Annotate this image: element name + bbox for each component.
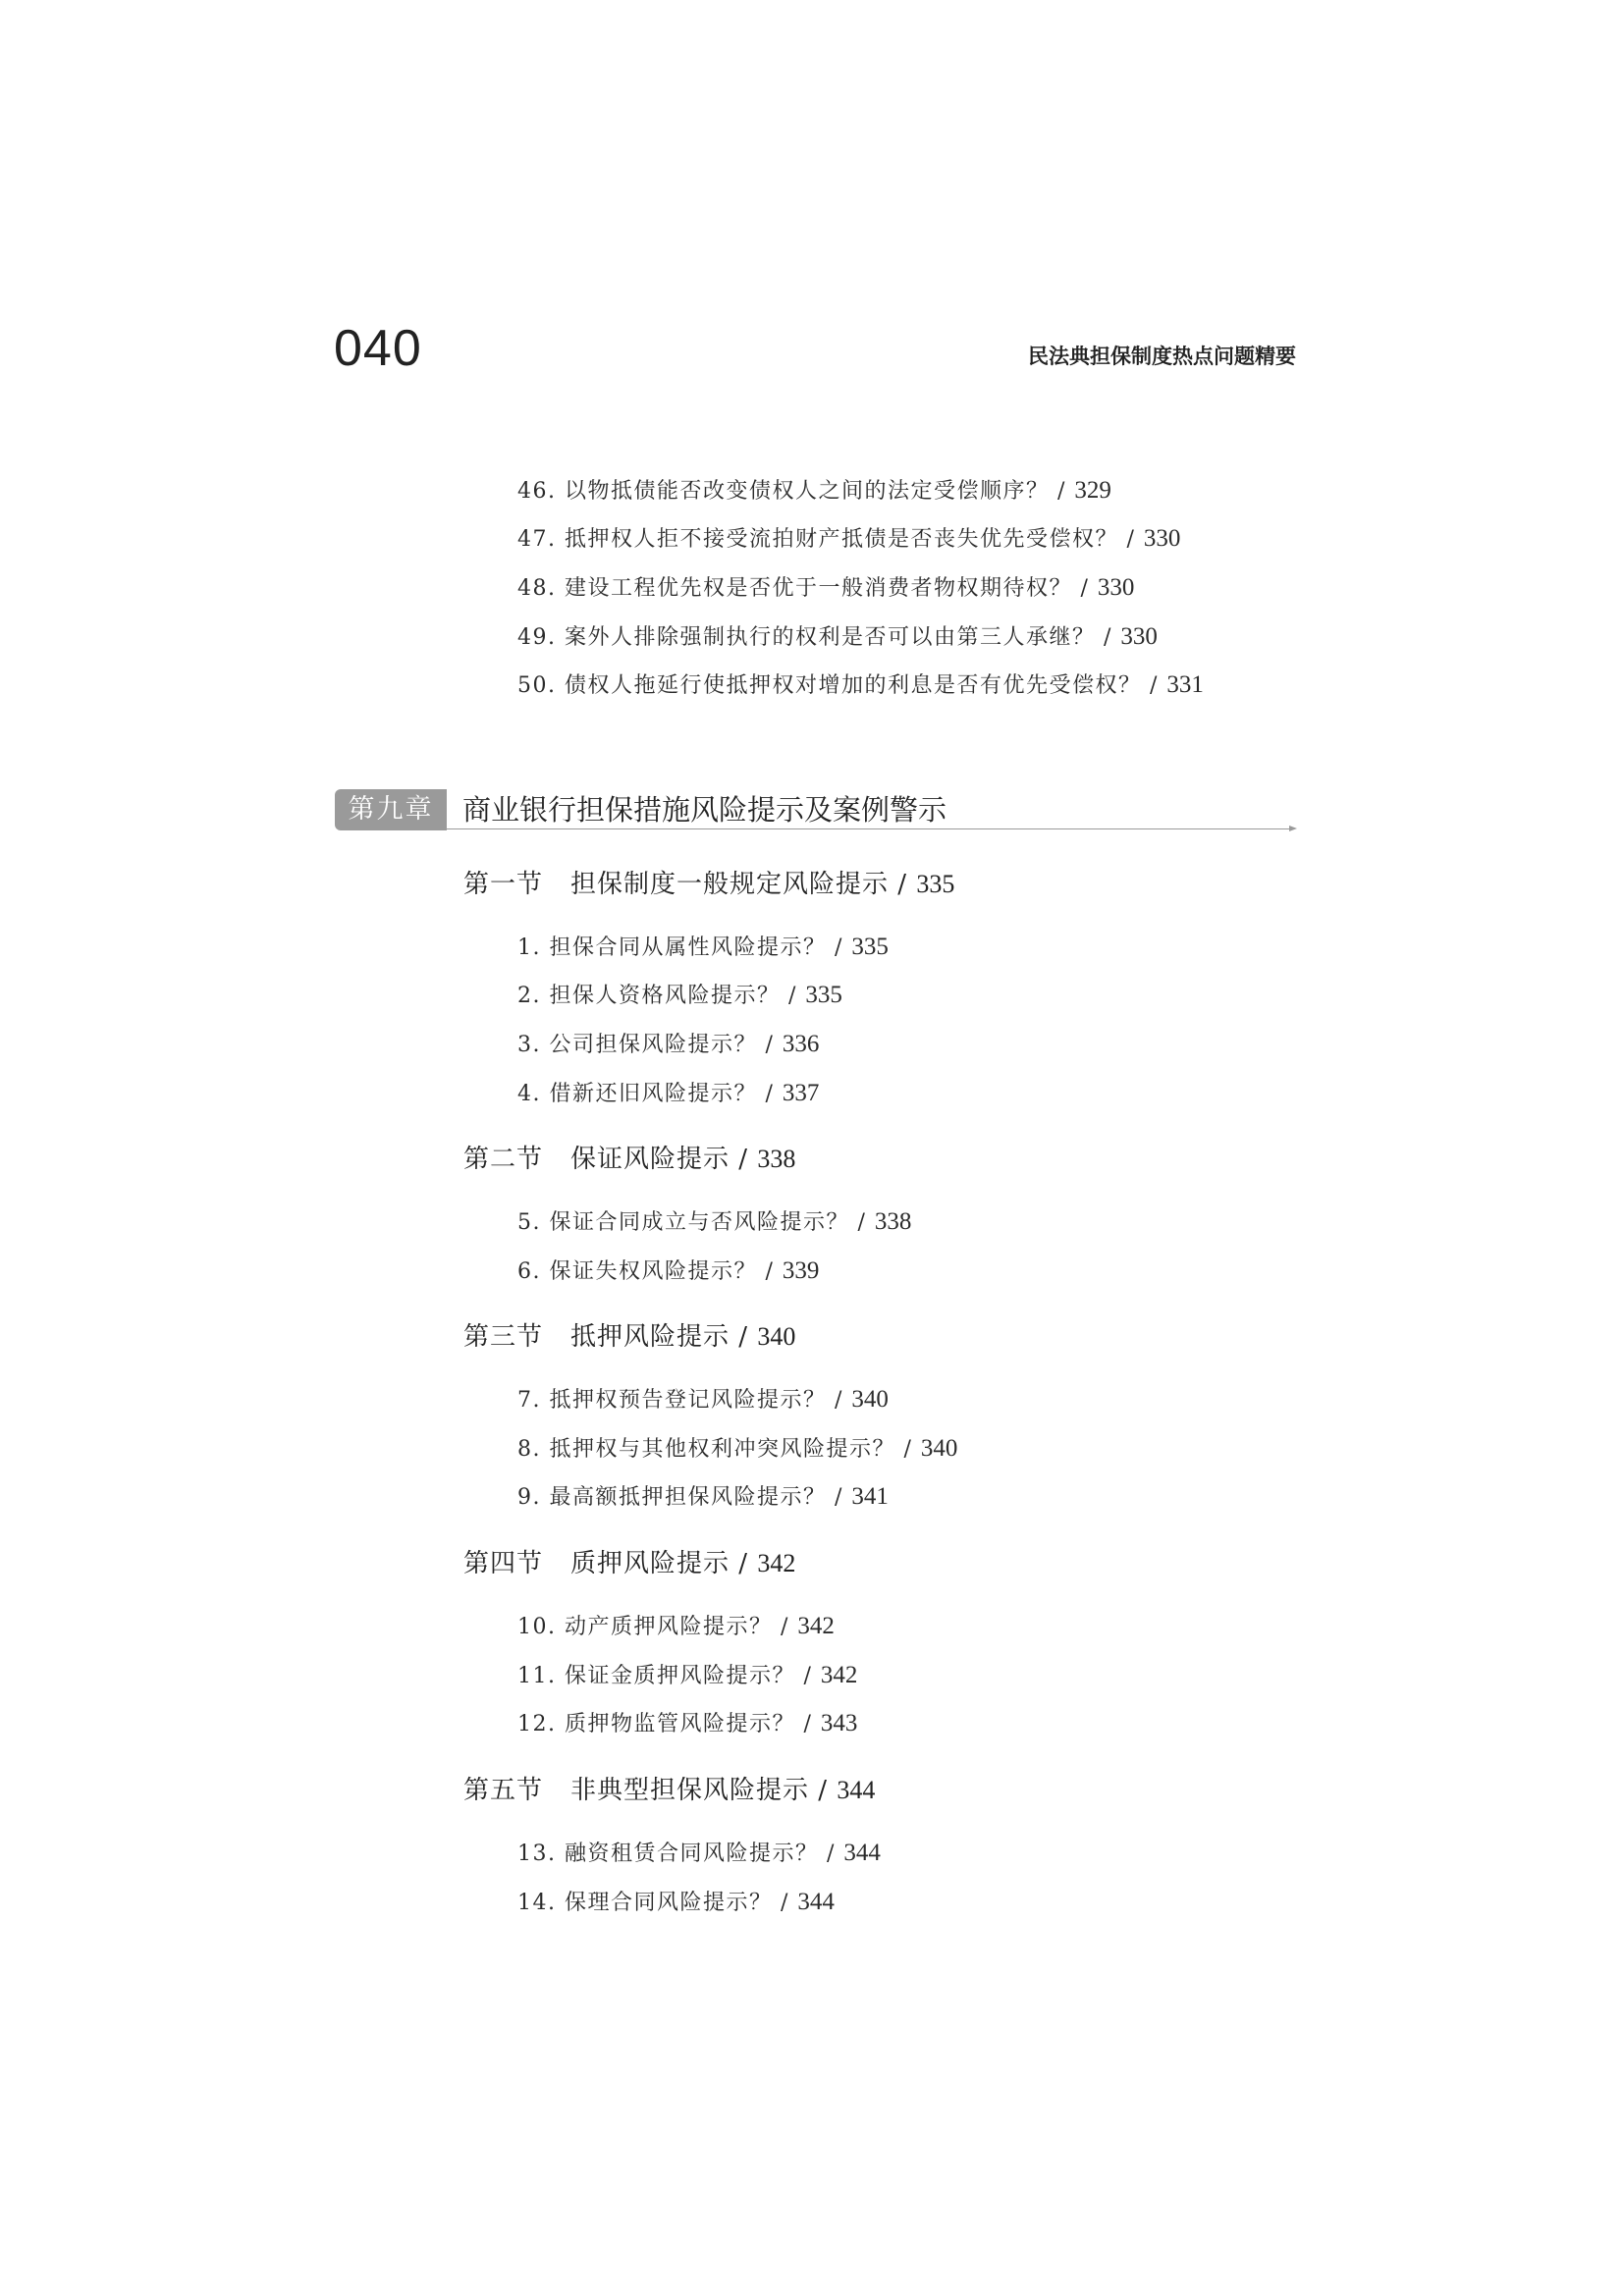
toc-entry[interactable] bbox=[517, 1886, 835, 1920]
toc-entry-text: 14. 保理合同风险提示？ / bbox=[517, 1891, 798, 1915]
section-number: 第四节 bbox=[463, 1549, 544, 1578]
toc-section[interactable] bbox=[463, 1772, 875, 1809]
toc-entry-text: 9. 最高额抵押担保风险提示？ / bbox=[517, 1485, 852, 1510]
toc-entry[interactable] bbox=[517, 1383, 889, 1417]
toc-entry[interactable] bbox=[517, 1077, 819, 1111]
toc-entry-page: 344 bbox=[797, 1889, 835, 1915]
toc-entry-text: 50. 债权人拖延行使抵押权对增加的利息是否有优先受偿权？ / bbox=[517, 673, 1167, 698]
toc-entry[interactable] bbox=[517, 1659, 857, 1693]
toc-entry-text: 12. 质押物监管风险提示？ / bbox=[517, 1712, 821, 1736]
section-number: 第三节 bbox=[463, 1322, 544, 1352]
toc-entry-text: 10. 动产质押风险提示？ / bbox=[517, 1615, 798, 1639]
running-title: 民法典担保制度热点问题精要 bbox=[1028, 345, 1296, 368]
toc-entry-text: 47. 抵押权人拒不接受流拍财产抵债是否丧失优先受偿权？ / bbox=[517, 527, 1144, 552]
toc-entry-page: 340 bbox=[920, 1435, 958, 1462]
toc-entry-text: 3. 公司担保风险提示？ / bbox=[517, 1033, 783, 1057]
page-number: 040 bbox=[334, 320, 422, 377]
toc-section[interactable] bbox=[463, 1318, 795, 1356]
section-page: 335 bbox=[916, 870, 955, 898]
toc-entry-page: 341 bbox=[851, 1483, 889, 1510]
toc-entry-text: 13. 融资租赁合同风险提示？ / bbox=[517, 1842, 844, 1866]
section-title: 担保制度一般规定风险提示 / bbox=[570, 870, 917, 899]
toc-entry-text: 11. 保证金质押风险提示？ / bbox=[517, 1664, 821, 1688]
toc-entry[interactable] bbox=[517, 522, 1180, 557]
chapter-heading[interactable] bbox=[335, 787, 1297, 832]
section-number: 第一节 bbox=[463, 870, 544, 899]
toc-entry-text: 5. 保证合同成立与否风险提示？ / bbox=[517, 1210, 875, 1235]
toc-entry-page: 343 bbox=[820, 1710, 858, 1736]
toc-section[interactable] bbox=[463, 866, 954, 903]
section-page: 340 bbox=[757, 1322, 796, 1351]
toc-entry[interactable] bbox=[517, 1432, 957, 1467]
toc-entry-text: 8. 抵押权与其他权利冲突风险提示？ / bbox=[517, 1437, 921, 1462]
toc-entry-page: 342 bbox=[820, 1662, 858, 1688]
toc-entry[interactable] bbox=[517, 1707, 857, 1741]
section-title: 保证风险提示 / bbox=[570, 1145, 758, 1174]
toc-entry[interactable] bbox=[517, 620, 1158, 655]
toc-entry[interactable] bbox=[517, 1028, 819, 1062]
section-title: 抵押风险提示 / bbox=[570, 1322, 758, 1352]
section-number: 第五节 bbox=[463, 1776, 544, 1805]
chapter-badge: 第九章 bbox=[335, 789, 447, 830]
toc-entry[interactable] bbox=[517, 979, 842, 1013]
chapter-title: 商业银行担保措施风险提示及案例警示 bbox=[462, 793, 947, 827]
toc-entry-page: 340 bbox=[851, 1386, 889, 1413]
section-title: 非典型担保风险提示 / bbox=[570, 1776, 838, 1805]
toc-entry[interactable] bbox=[517, 931, 889, 965]
section-number: 第二节 bbox=[463, 1145, 544, 1174]
toc-entry-page: 331 bbox=[1166, 671, 1204, 698]
toc-section[interactable] bbox=[463, 1545, 795, 1582]
toc-entry[interactable] bbox=[517, 1480, 889, 1515]
toc-entry-page: 342 bbox=[797, 1613, 835, 1639]
toc-entry-page: 344 bbox=[843, 1840, 881, 1866]
toc-entry-page: 335 bbox=[851, 934, 889, 960]
chapter-rule bbox=[447, 828, 1293, 829]
section-page: 338 bbox=[757, 1145, 796, 1173]
toc-entry-page: 329 bbox=[1074, 477, 1111, 504]
toc-section[interactable] bbox=[463, 1141, 795, 1178]
section-page: 342 bbox=[757, 1549, 796, 1577]
toc-entry-page: 335 bbox=[805, 982, 842, 1008]
toc-entry-text: 7. 抵押权预告登记风险提示？ / bbox=[517, 1388, 852, 1413]
toc-entry[interactable] bbox=[517, 1837, 881, 1871]
toc-entry-page: 337 bbox=[782, 1080, 820, 1106]
section-page: 344 bbox=[837, 1776, 876, 1804]
toc-entry-page: 330 bbox=[1120, 623, 1158, 650]
toc-entry-page: 336 bbox=[782, 1031, 820, 1057]
section-title: 质押风险提示 / bbox=[570, 1549, 758, 1578]
toc-entry-text: 46. 以物抵债能否改变债权人之间的法定受偿顺序？ / bbox=[517, 479, 1075, 504]
toc-entry[interactable] bbox=[517, 1205, 911, 1240]
toc-entry-text: 2. 担保人资格风险提示？ / bbox=[517, 984, 806, 1008]
toc-entry[interactable] bbox=[517, 1255, 819, 1289]
toc-entry-text: 48. 建设工程优先权是否优于一般消费者物权期待权？ / bbox=[517, 576, 1098, 601]
toc-entry-text: 6. 保证失权风险提示？ / bbox=[517, 1259, 783, 1284]
toc-entry-text: 49. 案外人排除强制执行的权利是否可以由第三人承继？ / bbox=[517, 625, 1121, 650]
toc-entry[interactable] bbox=[517, 1610, 835, 1644]
toc-entry-page: 339 bbox=[782, 1257, 820, 1284]
toc-entry-text: 1. 担保合同从属性风险提示？ / bbox=[517, 935, 852, 960]
toc-entry[interactable] bbox=[517, 474, 1111, 508]
toc-entry[interactable] bbox=[517, 571, 1134, 606]
arrow-right-icon bbox=[1289, 826, 1297, 831]
toc-entry-page: 330 bbox=[1097, 574, 1135, 601]
toc-entry-page: 338 bbox=[874, 1208, 912, 1235]
toc-entry-text: 4. 借新还旧风险提示？ / bbox=[517, 1082, 783, 1106]
toc-entry[interactable] bbox=[517, 668, 1204, 703]
toc-entry-page: 330 bbox=[1143, 525, 1181, 552]
